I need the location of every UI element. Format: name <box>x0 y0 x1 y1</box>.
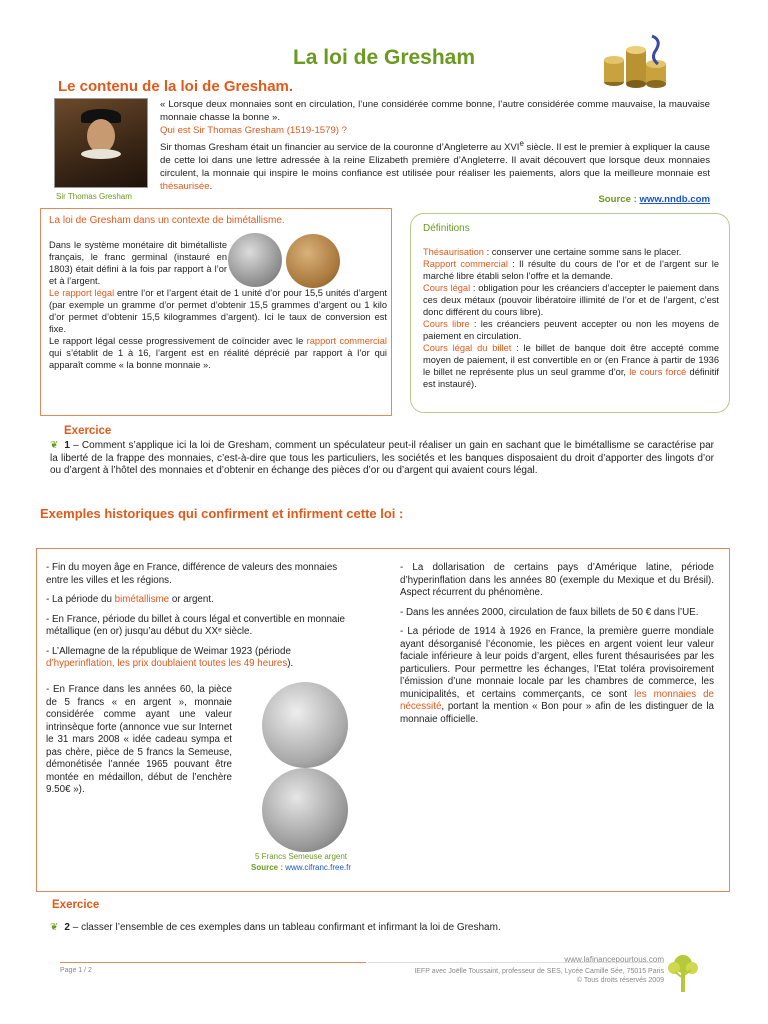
silver-coin-image <box>228 233 282 287</box>
coin-caption: 5 Francs Semeuse argent <box>254 852 348 861</box>
examples-left-column: - Fin du moyen âge en France, différence de valeurs des monnaies entre les villes et les régions. - La période du bimétallisme or argent. - En France, période du billet à cours légal et convertible en monnaie métallique (en or) jusqu’au début du XXᵉ siècle. - L’Allemagne de la république de Weimar 1923 (période d’hyperinflation, les prix doublaient toutes les 49 heures). <box>46 562 345 669</box>
question: Qui est Sir Thomas Gresham (1519-1579) ? <box>160 125 347 136</box>
definitions-box <box>410 213 730 413</box>
footer-credit: IEFP avec Joëlle Toussaint, professeur de SES, Lycée Camille Sée, 75015 Paris © Tous droits réservés 2009 <box>414 968 664 984</box>
leaf-bullet-icon: ❦ <box>50 440 59 451</box>
example-5-francs: - En France dans les années 60, la pièce de 5 francs « en argent », monnaie considérée comme ayant une valeur intrinsèque forte (annonce vue sur Internet le 31 mars 2008 « idée cadeau sympa et pas chère, pièce de 5 francs la Semeuse, démonétisée l’année 1965 pouvant être montée en médaillon, début de l’enchère 9.50€ »). <box>46 684 232 795</box>
examples-right-column: - La dollarisation de certains pays d’Amérique latine, période d’hyperinflation dans les années 80 (exemple du Mexique et du Brésil). Aspect récurrent du phénomène. - Dans les années 2000, circulation de faux billets de 50 € dans l’UE. - La période de 1914 à 1926 en France, la première guerre mondiale ayant désorganisé l’économie, les pièces en argent voient leur valeur faciale inférieure à leur poids d’argent, elles furent thésaurisées par les particuliers. Pour permettre les échanges, l’Etat toléra provisoirement l’émission d’une monnaie locale par les chambres de commerce, les municipalités, et certains commerçants, ce sont les monnaies de nécessité, portant la mention « Bon pour » afin de les distinguer de la monnaie officielle. <box>400 562 714 725</box>
semeuse-coin-back-image <box>262 768 348 852</box>
footer-divider <box>368 962 664 963</box>
page-number: Page 1 / 2 <box>60 967 92 974</box>
coin-stack-illustration <box>600 30 670 90</box>
source-link[interactable]: www.nndb.com <box>639 194 710 206</box>
box-text: Dans le système monétaire dit bimétalliste français, le franc germinal (instauré en 1803) était défini à la fois par rapport à l’or et à l’argent. Le rapport légal entre l’or et l’argent était de 1 unité d’or pour 15,5 unités d’argent (par exemple un gramme d’or permet d’obtenir 15,5 grammes d’argent ou 1 kilo d’or permet d’obtenir 15,5 kilogrammes d’argent). Ici le taux de conversion est fixe. Le rapport légal cesse progressivement de coïncider avec le rapport commercial qui s’établit de 1 à 16, l’argent est en réalité déprécié par rapport à l’or qui apparaît comme « la bonne monnaie ». <box>49 240 387 370</box>
definition-item: Cours libre : les créanciers peuvent accepter ou non les moyens de paiement en circulation. <box>423 319 719 341</box>
definition-item: Cours légal du billet : le billet de banque doit être accepté comme moyen de paiement, il est convertible en or (en France à partir de 1936 le billet ne représente plus un seul gramme d’or, le cours forcé définitif est instauré). <box>423 343 719 389</box>
section-heading-contenu: Le contenu de la loi de Gresham. <box>58 78 294 95</box>
tree-logo-icon <box>666 952 700 996</box>
footer-website[interactable]: www.lafinancepourtous.com <box>564 955 664 964</box>
portrait-image <box>54 98 148 188</box>
definition-item: Thésaurisation : conserver une certaine somme sans le placer. <box>423 247 682 257</box>
intro-text <box>160 98 710 206</box>
definition-item: Cours légal : obligation pour les créanciers d’accepter le paiement dans ces deux métaux (pouvoir libératoire illimité de l’or et de l’argent, c’est donc différent du cours libre). <box>423 283 719 317</box>
gold-coin-image <box>286 234 340 288</box>
coin-source: Source : www.cifranc.free.fr <box>250 863 352 872</box>
quote: « Lorsque deux monnaies sont en circulation, l’une considérée comme bonne, l’autre considérée comme mauvaise, la mauvaise monnaie chasse la bonne ». <box>160 99 710 123</box>
exercise-1-text: ❦ 1 – Comment s’applique ici la loi de Gresham, comment un spéculateur peut-il réaliser un gain en sachant que le bimétallisme se caractérise par la liberté de la frappe des monnaies, c’est-à-dire que tous les particuliers, les sociétés et les banques disposaient du droit d’apporter des lingots d’or ou d’argent à l’hôtel des monnaies et d’obtenir en échange des pièces d’or ou d’argent qui avaient cours légal. <box>50 440 714 476</box>
bio: Sir thomas Gresham était un financier au service de la couronne d’Angleterre au XVIe siècle. Il est le premier à expliquer la cause de cette loi dans une lettre adressée à la reine Elizabeth première d’Angleterre. Il avait découvert que lorsque deux monnaies circulent, la monnaie qui inspire le moins confiance est utilisée pour réaliser les paiements, alors que la meilleure monnaie est thésaurisée. <box>160 139 710 193</box>
source-line: Source : www.nndb.com <box>598 194 710 206</box>
semeuse-coin-front-image <box>262 682 348 768</box>
section-heading-exemples: Exemples historiques qui confirment et infirment cette loi : <box>40 506 404 521</box>
portrait-caption: Sir Thomas Gresham <box>56 192 132 201</box>
exercise-2-text: ❦ 2 – classer l’ensemble de ces exemples dans un tableau confirmant et infirmant la loi de Gresham. <box>50 922 501 933</box>
exercise-2-heading: Exercice <box>52 899 100 911</box>
bimetallism-box <box>40 208 392 416</box>
box-title: La loi de Gresham dans un contexte de bimétallisme. <box>49 215 285 226</box>
definition-item: Rapport commercial : Il résulte du cours de l’or et de l’argent sur le marché libre établi selon l’offre et la demande. <box>423 259 719 281</box>
coin-source-link[interactable]: www.cifranc.free.fr <box>285 863 352 872</box>
definitions-title: Définitions <box>423 223 470 234</box>
page-title: La loi de Gresham <box>292 46 476 69</box>
definitions-list <box>423 246 719 390</box>
footer-divider <box>60 962 366 963</box>
exercise-1-heading: Exercice <box>64 425 112 437</box>
leaf-bullet-icon: ❦ <box>50 922 59 933</box>
